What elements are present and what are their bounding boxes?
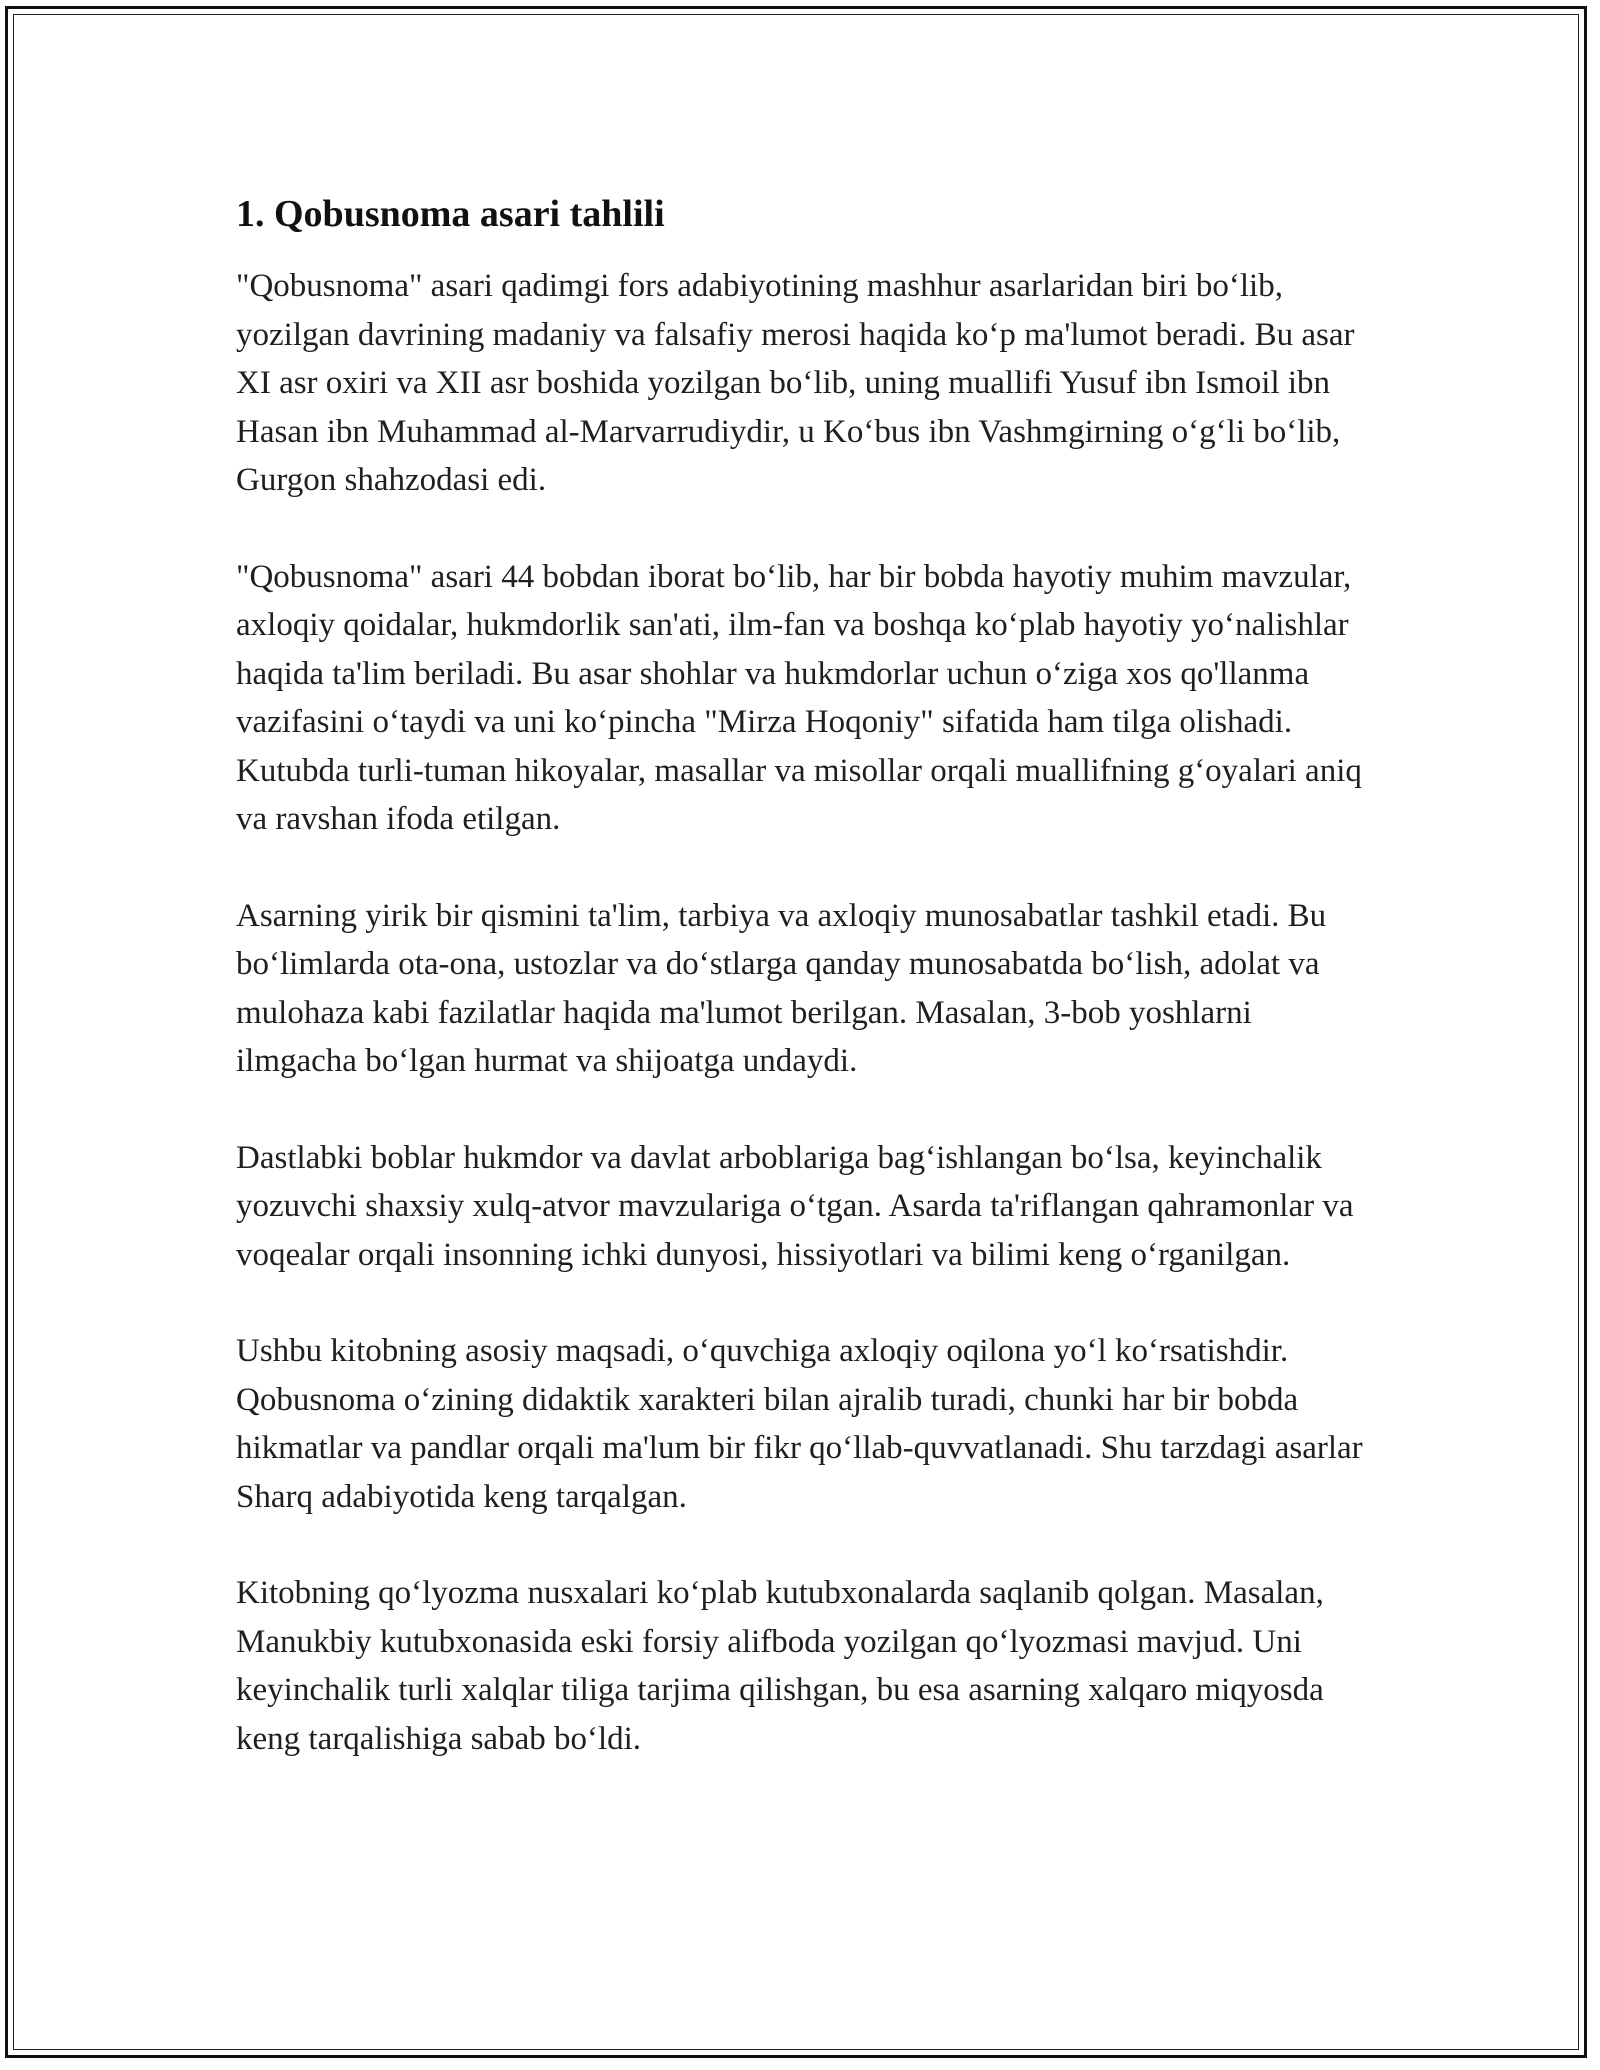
document-body: [236, 186, 1366, 1811]
paragraph-1: "Qobusnoma" asari qadimgi fors adabiyotining mashhur asarlaridan biri boʻlib, yozilgan davrining madaniy va falsafiy merosi haqida koʻp ma'lumot beradi. Bu asar XI asr oxiri va XII asr boshida yozilgan boʻlib, uning muallifi Yusuf ibn Ismoil ibn Hasan ibn Muhammad al-Marvarrudiydir, u Koʻbus ibn Vashmgirning oʻgʻli boʻlib, Gurgon shahzodasi edi.: [236, 268, 1355, 498]
paragraph-6: Kitobning qoʻlyozma nusxalari koʻplab kutubxonalarda saqlanib qolgan. Masalan, Manukbiy kutubxonasida eski forsiy alifboda yozilgan qoʻlyozmasi mavjud. Uni keyinchalik turli xalqlar tiliga tarjima qilishgan, bu esa asarning xalqaro miqyosda keng tarqalishiga sabab boʻldi.: [236, 1575, 1324, 1757]
paragraph-3: Asarning yirik bir qismini ta'lim, tarbiya va axloqiy munosabatlar tashkil etadi. Bu boʻlimlarda ota-ona, ustozlar va doʻstlarga qanday munosabatda boʻlish, adolat va mulohaza kabi fazilatlar haqida ma'lumot berilgan. Masalan, 3-bob yoshlarni ilmgacha boʻlgan hurmat va shijoatga undaydi.: [236, 897, 1327, 1079]
paragraph-2: "Qobusnoma" asari 44 bobdan iborat boʻlib, har bir bobda hayotiy muhim mavzular, axloqiy qoidalar, hukmdorlik san'ati, ilm-fan va boshqa koʻplab hayotiy yoʻnalishlar haqida ta'lim beriladi. Bu asar shohlar va hukmdorlar uchun oʻziga xos qo'llanma vazifasini oʻtaydi va uni koʻpincha "Mirza Hoqoniy" sifatida ham tilga olishadi. Kutubda turli-tuman hikoyalar, masallar va misollar orqali muallifning gʻoyalari aniq va ravshan ifoda etilgan.: [236, 558, 1362, 837]
paragraph-5: Ushbu kitobning asosiy maqsadi, oʻquvchiga axloqiy oqilona yoʻl koʻrsatishdir. Qobusnoma oʻzining didaktik xarakteri bilan ajralib turadi, chunki har bir bobda hikmatlar va pandlar orqali ma'lum bir fikr qoʻllab-quvvatlanadi. Shu tarzdagi asarlar Sharq adabiyotida keng tarqalgan.: [236, 1333, 1363, 1515]
paragraph-4: Dastlabki boblar hukmdor va davlat arboblariga bagʻishlangan boʻlsa, keyinchalik yozuvchi shaxsiy xulq-atvor mavzulariga oʻtgan. Asarda ta'riflangan qahramonlar va voqealar orqali insonning ichki dunyosi, hissiyotlari va bilimi keng oʻrganilgan.: [236, 1139, 1354, 1273]
document-title: 1. Qobusnoma asari tahlili: [236, 193, 665, 235]
